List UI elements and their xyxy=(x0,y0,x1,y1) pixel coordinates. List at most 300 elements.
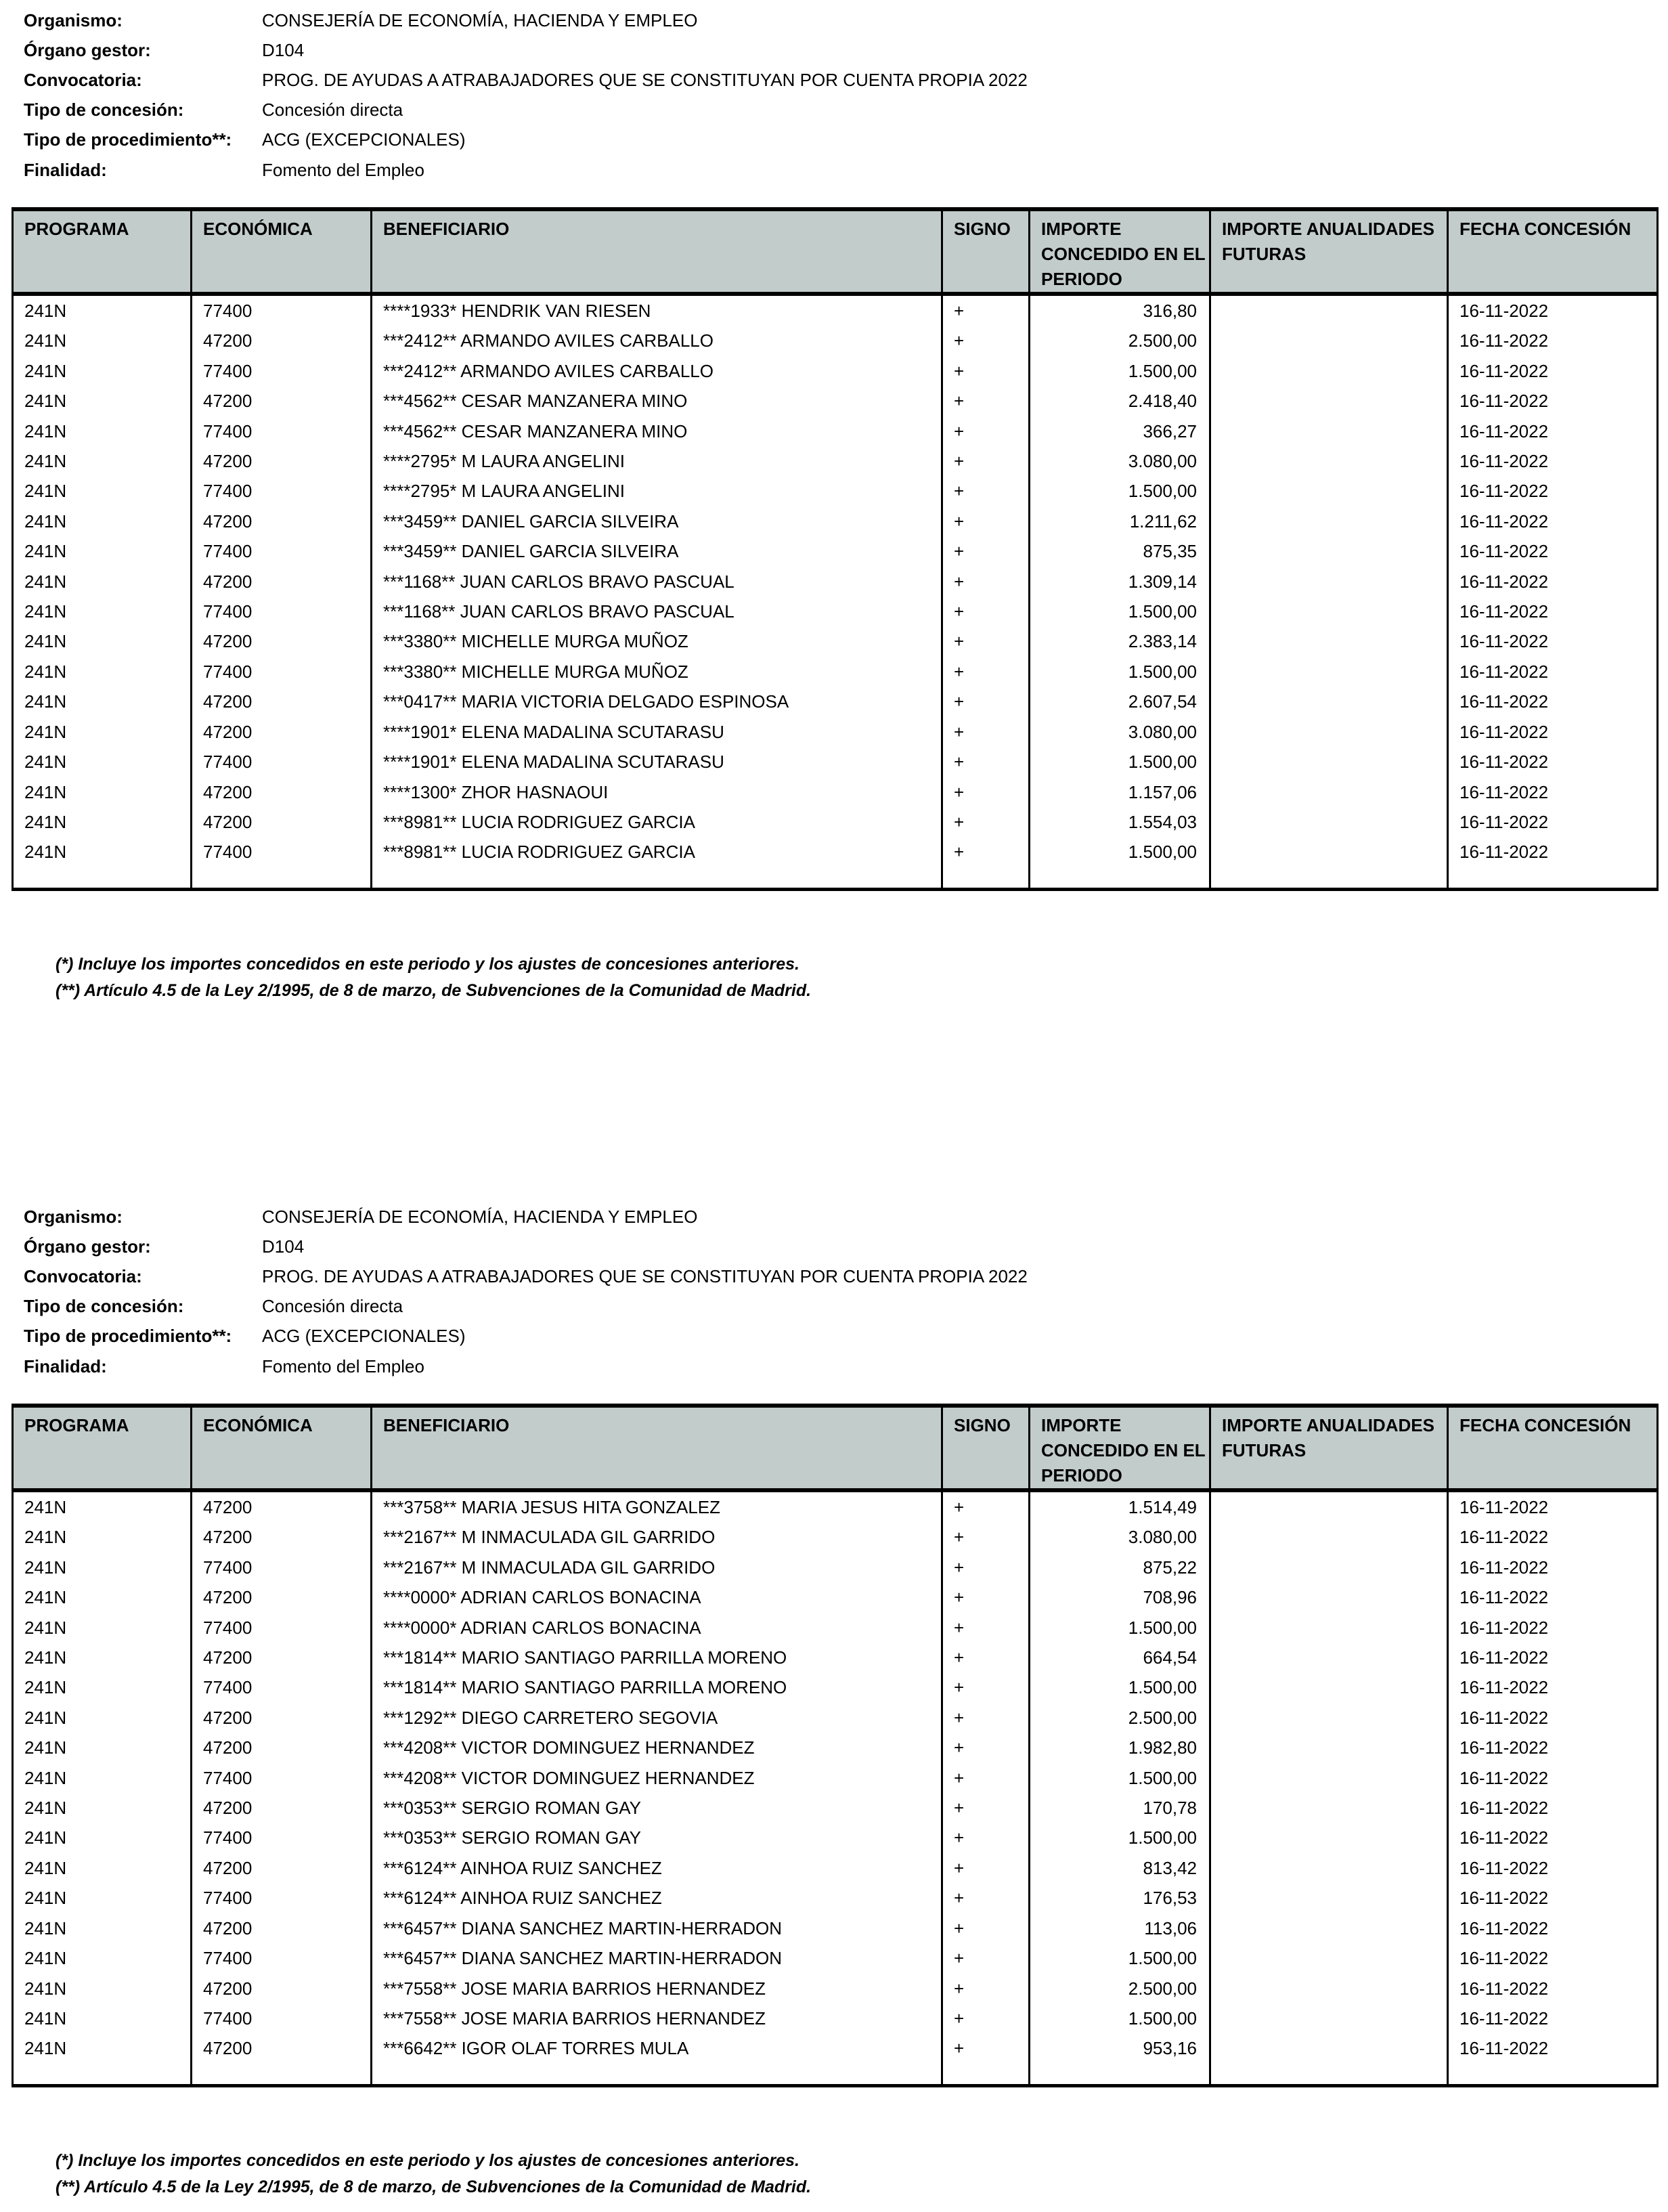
cell-fecha-concesion: 16-11-2022 xyxy=(1448,717,1658,747)
cell-programa: 241N xyxy=(13,807,192,837)
cell-importe-concedido: 875,22 xyxy=(1030,1553,1210,1582)
cell-beneficiario: ***3459** DANIEL GARCIA SILVEIRA xyxy=(372,506,942,536)
table-row xyxy=(13,536,1658,566)
cell-fecha-concesion: 16-11-2022 xyxy=(1448,747,1658,777)
metadata-label: Órgano gestor: xyxy=(24,39,151,60)
cell-signo: + xyxy=(942,536,1030,566)
column-header-beneficiario: BENEFICIARIO xyxy=(372,1406,942,1490)
cell-economica: 77400 xyxy=(192,657,372,687)
cell-fecha-concesion: 16-11-2022 xyxy=(1448,1582,1658,1612)
cell-signo: + xyxy=(942,1974,1030,2003)
grant-metadata xyxy=(24,1202,1028,1381)
cell-fecha-concesion: 16-11-2022 xyxy=(1448,1490,1658,1522)
cell-importe-concedido: 1.982,80 xyxy=(1030,1733,1210,1762)
cell-fecha-concesion: 16-11-2022 xyxy=(1448,1613,1658,1643)
cell-economica: 47200 xyxy=(192,777,372,807)
cell-importe-anualidades xyxy=(1210,747,1448,777)
cell-signo: + xyxy=(942,1943,1030,1973)
cell-programa: 241N xyxy=(13,1853,192,1883)
cell-signo: + xyxy=(942,1853,1030,1883)
cell-signo: + xyxy=(942,2033,1030,2063)
cell-programa: 241N xyxy=(13,837,192,867)
cell-importe-concedido: 953,16 xyxy=(1030,2033,1210,2063)
metadata-label: Finalidad: xyxy=(24,159,107,180)
cell-economica: 47200 xyxy=(192,807,372,837)
cell-importe-anualidades xyxy=(1210,1553,1448,1582)
cell-programa: 241N xyxy=(13,747,192,777)
cell-importe-concedido: 1.500,00 xyxy=(1030,1763,1210,1793)
cell-signo: + xyxy=(942,1703,1030,1733)
cell-economica: 47200 xyxy=(192,446,372,476)
cell-importe-concedido: 1.500,00 xyxy=(1030,657,1210,687)
cell-economica: 77400 xyxy=(192,1672,372,1702)
empty-cell xyxy=(372,867,942,890)
footnote: (**) Artículo 4.5 de la Ley 2/1995, de 8 de marzo, de Subvenciones de la Comunidad de Madrid. xyxy=(56,2177,812,2196)
table-row xyxy=(13,1672,1658,1702)
column-header-beneficiario: BENEFICIARIO xyxy=(372,209,942,294)
cell-economica: 47200 xyxy=(192,1582,372,1612)
empty-cell xyxy=(192,867,372,890)
cell-importe-concedido: 3.080,00 xyxy=(1030,1522,1210,1552)
column-header-economica: ECONÓMICA xyxy=(192,1406,372,1490)
cell-importe-concedido: 1.514,49 xyxy=(1030,1490,1210,1522)
cell-fecha-concesion: 16-11-2022 xyxy=(1448,1553,1658,1582)
table-row xyxy=(13,1733,1658,1762)
table-row xyxy=(13,567,1658,597)
cell-economica: 77400 xyxy=(192,536,372,566)
table-row xyxy=(13,446,1658,476)
cell-beneficiario: ****2795* M LAURA ANGELINI xyxy=(372,476,942,506)
column-header-importe-anualidades: IMPORTE ANUALIDADES FUTURAS xyxy=(1210,1406,1448,1490)
metadata-row xyxy=(24,125,1028,155)
table-row xyxy=(13,416,1658,446)
cell-importe-anualidades xyxy=(1210,1883,1448,1913)
cell-importe-concedido: 1.554,03 xyxy=(1030,807,1210,837)
cell-importe-concedido: 2.418,40 xyxy=(1030,386,1210,416)
cell-importe-concedido: 1.500,00 xyxy=(1030,476,1210,506)
cell-importe-anualidades xyxy=(1210,1913,1448,1943)
cell-economica: 77400 xyxy=(192,1823,372,1852)
cell-beneficiario: ***1168** JUAN CARLOS BRAVO PASCUAL xyxy=(372,597,942,626)
cell-economica: 47200 xyxy=(192,506,372,536)
cell-programa: 241N xyxy=(13,1643,192,1672)
cell-signo: + xyxy=(942,777,1030,807)
empty-cell xyxy=(372,2064,942,2086)
table-header-row xyxy=(13,1406,1658,1490)
cell-economica: 47200 xyxy=(192,1974,372,2003)
table-row xyxy=(13,1613,1658,1643)
cell-importe-anualidades xyxy=(1210,1703,1448,1733)
empty-cell xyxy=(942,867,1030,890)
cell-programa: 241N xyxy=(13,2033,192,2063)
column-header-economica: ECONÓMICA xyxy=(192,209,372,294)
cell-economica: 77400 xyxy=(192,1613,372,1643)
cell-importe-anualidades xyxy=(1210,837,1448,867)
cell-programa: 241N xyxy=(13,1883,192,1913)
cell-importe-anualidades xyxy=(1210,2003,1448,2033)
cell-programa: 241N xyxy=(13,446,192,476)
column-header-programa: PROGRAMA xyxy=(13,1406,192,1490)
column-header-signo: SIGNO xyxy=(942,209,1030,294)
table-row xyxy=(13,837,1658,867)
cell-importe-anualidades xyxy=(1210,294,1448,326)
cell-beneficiario: ***3459** DANIEL GARCIA SILVEIRA xyxy=(372,536,942,566)
cell-fecha-concesion: 16-11-2022 xyxy=(1448,1974,1658,2003)
table-row xyxy=(13,1883,1658,1913)
cell-importe-concedido: 1.157,06 xyxy=(1030,777,1210,807)
cell-fecha-concesion: 16-11-2022 xyxy=(1448,326,1658,355)
cell-beneficiario: ***8981** LUCIA RODRIGUEZ GARCIA xyxy=(372,837,942,867)
cell-economica: 77400 xyxy=(192,416,372,446)
table-row xyxy=(13,777,1658,807)
cell-beneficiario: ***7558** JOSE MARIA BARRIOS HERNANDEZ xyxy=(372,1974,942,2003)
cell-beneficiario: ***6642** IGOR OLAF TORRES MULA xyxy=(372,2033,942,2063)
table-bottom-padding xyxy=(13,2064,1658,2086)
cell-importe-concedido: 1.500,00 xyxy=(1030,837,1210,867)
cell-beneficiario: ***1814** MARIO SANTIAGO PARRILLA MORENO xyxy=(372,1643,942,1672)
cell-importe-concedido: 366,27 xyxy=(1030,416,1210,446)
cell-beneficiario: ***4208** VICTOR DOMINGUEZ HERNANDEZ xyxy=(372,1733,942,1762)
metadata-value: ACG (EXCEPCIONALES) xyxy=(262,129,466,150)
cell-signo: + xyxy=(942,386,1030,416)
cell-importe-concedido: 1.500,00 xyxy=(1030,1943,1210,1973)
table-row xyxy=(13,1553,1658,1582)
cell-beneficiario: ****0000* ADRIAN CARLOS BONACINA xyxy=(372,1582,942,1612)
cell-programa: 241N xyxy=(13,476,192,506)
metadata-value: Fomento del Empleo xyxy=(262,1356,424,1376)
cell-importe-anualidades xyxy=(1210,476,1448,506)
empty-cell xyxy=(1030,867,1210,890)
table-row xyxy=(13,1974,1658,2003)
metadata-value: Fomento del Empleo xyxy=(262,159,424,180)
cell-importe-anualidades xyxy=(1210,1793,1448,1823)
cell-importe-concedido: 3.080,00 xyxy=(1030,446,1210,476)
cell-importe-anualidades xyxy=(1210,717,1448,747)
cell-economica: 47200 xyxy=(192,1853,372,1883)
cell-signo: + xyxy=(942,1733,1030,1762)
cell-importe-anualidades xyxy=(1210,1823,1448,1852)
cell-signo: + xyxy=(942,807,1030,837)
cell-importe-concedido: 1.500,00 xyxy=(1030,356,1210,386)
cell-programa: 241N xyxy=(13,326,192,355)
cell-programa: 241N xyxy=(13,416,192,446)
cell-fecha-concesion: 16-11-2022 xyxy=(1448,1672,1658,1702)
cell-economica: 47200 xyxy=(192,687,372,716)
cell-importe-concedido: 1.309,14 xyxy=(1030,567,1210,597)
cell-importe-anualidades xyxy=(1210,1522,1448,1552)
cell-signo: + xyxy=(942,1613,1030,1643)
cell-programa: 241N xyxy=(13,1793,192,1823)
grant-section xyxy=(0,0,1668,1016)
table-row xyxy=(13,1763,1658,1793)
cell-signo: + xyxy=(942,2003,1030,2033)
cell-fecha-concesion: 16-11-2022 xyxy=(1448,386,1658,416)
cell-signo: + xyxy=(942,416,1030,446)
cell-beneficiario: ***3380** MICHELLE MURGA MUÑOZ xyxy=(372,626,942,656)
cell-fecha-concesion: 16-11-2022 xyxy=(1448,1823,1658,1852)
table-row xyxy=(13,1490,1658,1522)
table-row xyxy=(13,687,1658,716)
cell-beneficiario: ***0353** SERGIO ROMAN GAY xyxy=(372,1823,942,1852)
grant-metadata xyxy=(24,5,1028,185)
cell-economica: 77400 xyxy=(192,476,372,506)
cell-programa: 241N xyxy=(13,2003,192,2033)
cell-programa: 241N xyxy=(13,386,192,416)
table-row xyxy=(13,326,1658,355)
cell-beneficiario: ***4562** CESAR MANZANERA MINO xyxy=(372,416,942,446)
cell-economica: 47200 xyxy=(192,1793,372,1823)
cell-signo: + xyxy=(942,1522,1030,1552)
cell-importe-anualidades xyxy=(1210,626,1448,656)
cell-importe-anualidades xyxy=(1210,1643,1448,1672)
grants-table xyxy=(12,1404,1659,2087)
table-row xyxy=(13,506,1658,536)
cell-beneficiario: ***2412** ARMANDO AVILES CARBALLO xyxy=(372,356,942,386)
cell-economica: 47200 xyxy=(192,717,372,747)
metadata-row xyxy=(24,5,1028,35)
cell-importe-concedido: 664,54 xyxy=(1030,1643,1210,1672)
cell-importe-anualidades xyxy=(1210,1763,1448,1793)
cell-signo: + xyxy=(942,1643,1030,1672)
metadata-row xyxy=(24,35,1028,65)
cell-importe-anualidades xyxy=(1210,536,1448,566)
cell-importe-anualidades xyxy=(1210,506,1448,536)
cell-importe-anualidades xyxy=(1210,1582,1448,1612)
table-row xyxy=(13,1823,1658,1852)
cell-programa: 241N xyxy=(13,687,192,716)
cell-programa: 241N xyxy=(13,1763,192,1793)
metadata-row xyxy=(24,155,1028,185)
table-row xyxy=(13,1522,1658,1552)
cell-economica: 47200 xyxy=(192,1733,372,1762)
cell-beneficiario: ****1300* ZHOR HASNAOUI xyxy=(372,777,942,807)
cell-beneficiario: ***0417** MARIA VICTORIA DELGADO ESPINOSA xyxy=(372,687,942,716)
cell-programa: 241N xyxy=(13,626,192,656)
cell-economica: 47200 xyxy=(192,2033,372,2063)
cell-importe-anualidades xyxy=(1210,1974,1448,2003)
table-row xyxy=(13,294,1658,326)
column-header-importe-anualidades: IMPORTE ANUALIDADES FUTURAS xyxy=(1210,209,1448,294)
cell-signo: + xyxy=(942,837,1030,867)
cell-economica: 77400 xyxy=(192,1943,372,1973)
cell-importe-anualidades xyxy=(1210,326,1448,355)
cell-fecha-concesion: 16-11-2022 xyxy=(1448,1733,1658,1762)
metadata-row xyxy=(24,1232,1028,1261)
cell-economica: 77400 xyxy=(192,597,372,626)
cell-importe-anualidades xyxy=(1210,1943,1448,1973)
cell-signo: + xyxy=(942,1763,1030,1793)
cell-importe-anualidades xyxy=(1210,2033,1448,2063)
cell-economica: 47200 xyxy=(192,1643,372,1672)
column-header-fecha-concesion: FECHA CONCESIÓN xyxy=(1448,209,1658,294)
table-row xyxy=(13,1853,1658,1883)
cell-fecha-concesion: 16-11-2022 xyxy=(1448,597,1658,626)
cell-fecha-concesion: 16-11-2022 xyxy=(1448,294,1658,326)
cell-signo: + xyxy=(942,476,1030,506)
metadata-row xyxy=(24,65,1028,95)
cell-fecha-concesion: 16-11-2022 xyxy=(1448,506,1658,536)
cell-importe-concedido: 2.607,54 xyxy=(1030,687,1210,716)
cell-signo: + xyxy=(942,1582,1030,1612)
cell-importe-concedido: 1.500,00 xyxy=(1030,1613,1210,1643)
cell-signo: + xyxy=(942,1823,1030,1852)
cell-importe-concedido: 875,35 xyxy=(1030,536,1210,566)
cell-importe-concedido: 2.500,00 xyxy=(1030,326,1210,355)
cell-beneficiario: ***2412** ARMANDO AVILES CARBALLO xyxy=(372,326,942,355)
metadata-label: Organismo: xyxy=(24,9,123,30)
cell-economica: 47200 xyxy=(192,326,372,355)
cell-beneficiario: ***3380** MICHELLE MURGA MUÑOZ xyxy=(372,657,942,687)
cell-beneficiario: ***7558** JOSE MARIA BARRIOS HERNANDEZ xyxy=(372,2003,942,2033)
cell-importe-anualidades xyxy=(1210,807,1448,837)
cell-importe-anualidades xyxy=(1210,1490,1448,1522)
cell-programa: 241N xyxy=(13,1913,192,1943)
metadata-label: Convocatoria: xyxy=(24,1265,142,1286)
table-row xyxy=(13,1643,1658,1672)
column-header-fecha-concesion: FECHA CONCESIÓN xyxy=(1448,1406,1658,1490)
metadata-value: CONSEJERÍA DE ECONOMÍA, HACIENDA Y EMPLEO xyxy=(262,9,698,30)
cell-economica: 47200 xyxy=(192,626,372,656)
cell-fecha-concesion: 16-11-2022 xyxy=(1448,807,1658,837)
cell-importe-anualidades xyxy=(1210,386,1448,416)
cell-beneficiario: ***1814** MARIO SANTIAGO PARRILLA MORENO xyxy=(372,1672,942,1702)
cell-beneficiario: ****1901* ELENA MADALINA SCUTARASU xyxy=(372,747,942,777)
cell-signo: + xyxy=(942,687,1030,716)
cell-economica: 77400 xyxy=(192,294,372,326)
cell-programa: 241N xyxy=(13,356,192,386)
table-row xyxy=(13,747,1658,777)
cell-importe-concedido: 170,78 xyxy=(1030,1793,1210,1823)
empty-cell xyxy=(1210,867,1448,890)
table-row xyxy=(13,476,1658,506)
empty-cell xyxy=(192,2064,372,2086)
cell-fecha-concesion: 16-11-2022 xyxy=(1448,1943,1658,1973)
metadata-label: Organismo: xyxy=(24,1206,123,1227)
cell-beneficiario: ***2167** M INMACULADA GIL GARRIDO xyxy=(372,1522,942,1552)
cell-economica: 77400 xyxy=(192,1553,372,1582)
cell-beneficiario: ***1168** JUAN CARLOS BRAVO PASCUAL xyxy=(372,567,942,597)
table-row xyxy=(13,1943,1658,1973)
metadata-label: Tipo de concesión: xyxy=(24,100,184,121)
cell-fecha-concesion: 16-11-2022 xyxy=(1448,446,1658,476)
table-row xyxy=(13,2033,1658,2063)
cell-fecha-concesion: 16-11-2022 xyxy=(1448,567,1658,597)
cell-importe-concedido: 2.500,00 xyxy=(1030,1974,1210,2003)
column-header-signo: SIGNO xyxy=(942,1406,1030,1490)
table-row xyxy=(13,386,1658,416)
empty-cell xyxy=(13,2064,192,2086)
cell-economica: 47200 xyxy=(192,1913,372,1943)
cell-importe-anualidades xyxy=(1210,416,1448,446)
cell-fecha-concesion: 16-11-2022 xyxy=(1448,476,1658,506)
cell-programa: 241N xyxy=(13,294,192,326)
cell-importe-anualidades xyxy=(1210,657,1448,687)
cell-fecha-concesion: 16-11-2022 xyxy=(1448,2003,1658,2033)
cell-importe-concedido: 3.080,00 xyxy=(1030,717,1210,747)
cell-programa: 241N xyxy=(13,1943,192,1973)
cell-fecha-concesion: 16-11-2022 xyxy=(1448,1793,1658,1823)
cell-importe-anualidades xyxy=(1210,1733,1448,1762)
metadata-row xyxy=(24,1292,1028,1322)
metadata-row xyxy=(24,1322,1028,1351)
cell-importe-concedido: 708,96 xyxy=(1030,1582,1210,1612)
cell-beneficiario: ***4562** CESAR MANZANERA MINO xyxy=(372,386,942,416)
cell-programa: 241N xyxy=(13,1974,192,2003)
cell-signo: + xyxy=(942,567,1030,597)
footnote: (**) Artículo 4.5 de la Ley 2/1995, de 8 de marzo, de Subvenciones de la Comunidad de Madrid. xyxy=(56,981,812,1000)
cell-programa: 241N xyxy=(13,567,192,597)
metadata-value: D104 xyxy=(262,39,305,60)
cell-importe-concedido: 2.500,00 xyxy=(1030,1703,1210,1733)
cell-beneficiario: ***8981** LUCIA RODRIGUEZ GARCIA xyxy=(372,807,942,837)
cell-economica: 47200 xyxy=(192,567,372,597)
cell-beneficiario: ***6457** DIANA SANCHEZ MARTIN-HERRADON xyxy=(372,1943,942,1973)
cell-programa: 241N xyxy=(13,1703,192,1733)
metadata-row xyxy=(24,1351,1028,1381)
cell-beneficiario: ***6124** AINHOA RUIZ SANCHEZ xyxy=(372,1883,942,1913)
cell-programa: 241N xyxy=(13,1553,192,1582)
cell-importe-anualidades xyxy=(1210,1672,1448,1702)
cell-beneficiario: ***0353** SERGIO ROMAN GAY xyxy=(372,1793,942,1823)
cell-beneficiario: ***3758** MARIA JESUS HITA GONZALEZ xyxy=(372,1490,942,1522)
cell-importe-anualidades xyxy=(1210,446,1448,476)
metadata-value: PROG. DE AYUDAS A ATRABAJADORES QUE SE CONSTITUYAN POR CUENTA PROPIA 2022 xyxy=(262,69,1028,90)
cell-beneficiario: ****2795* M LAURA ANGELINI xyxy=(372,446,942,476)
cell-importe-concedido: 1.500,00 xyxy=(1030,2003,1210,2033)
table-row xyxy=(13,356,1658,386)
cell-economica: 47200 xyxy=(192,386,372,416)
cell-beneficiario: ***1292** DIEGO CARRETERO SEGOVIA xyxy=(372,1703,942,1733)
column-header-importe-concedido: IMPORTE CONCEDIDO EN EL PERIODO xyxy=(1030,209,1210,294)
cell-signo: + xyxy=(942,506,1030,536)
cell-programa: 241N xyxy=(13,506,192,536)
cell-programa: 241N xyxy=(13,1733,192,1762)
cell-programa: 241N xyxy=(13,597,192,626)
table-row xyxy=(13,807,1658,837)
cell-economica: 47200 xyxy=(192,1522,372,1552)
metadata-row xyxy=(24,95,1028,125)
cell-importe-concedido: 113,06 xyxy=(1030,1913,1210,1943)
cell-fecha-concesion: 16-11-2022 xyxy=(1448,777,1658,807)
empty-cell xyxy=(1448,867,1658,890)
cell-fecha-concesion: 16-11-2022 xyxy=(1448,1703,1658,1733)
table-row xyxy=(13,1793,1658,1823)
table-row xyxy=(13,626,1658,656)
metadata-label: Órgano gestor: xyxy=(24,1236,151,1257)
cell-importe-concedido: 1.500,00 xyxy=(1030,747,1210,777)
cell-signo: + xyxy=(942,717,1030,747)
table-header-row xyxy=(13,209,1658,294)
cell-programa: 241N xyxy=(13,1490,192,1522)
metadata-value: Concesión directa xyxy=(262,1296,403,1317)
cell-importe-anualidades xyxy=(1210,1853,1448,1883)
metadata-label: Tipo de procedimiento**: xyxy=(24,129,232,150)
cell-fecha-concesion: 16-11-2022 xyxy=(1448,416,1658,446)
cell-importe-concedido: 1.500,00 xyxy=(1030,1672,1210,1702)
metadata-value: CONSEJERÍA DE ECONOMÍA, HACIENDA Y EMPLEO xyxy=(262,1206,698,1227)
cell-programa: 241N xyxy=(13,1522,192,1552)
cell-signo: + xyxy=(942,1553,1030,1582)
table-bottom-padding xyxy=(13,867,1658,890)
cell-importe-concedido: 2.383,14 xyxy=(1030,626,1210,656)
table-row xyxy=(13,717,1658,747)
cell-signo: + xyxy=(942,747,1030,777)
cell-signo: + xyxy=(942,446,1030,476)
footnote: (*) Incluye los importes concedidos en este periodo y los ajustes de concesiones anteriores. xyxy=(56,955,799,974)
cell-signo: + xyxy=(942,657,1030,687)
cell-importe-anualidades xyxy=(1210,777,1448,807)
table-row xyxy=(13,1913,1658,1943)
